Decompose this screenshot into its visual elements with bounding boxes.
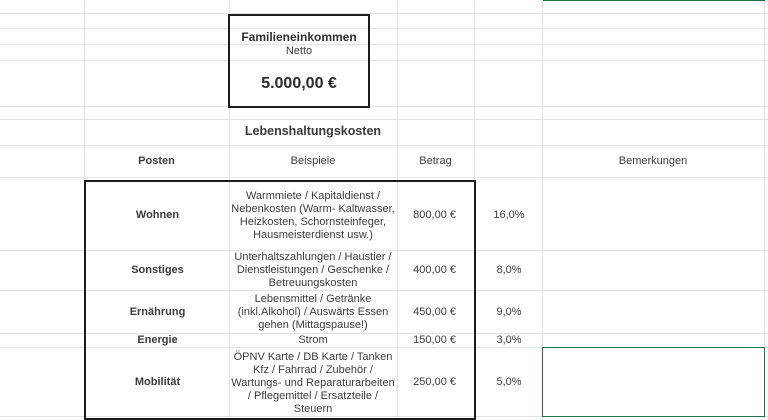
income-amount[interactable]: 5.000,00 €	[261, 74, 337, 92]
row-divider	[0, 13, 768, 14]
header-bemerkungen[interactable]: Bemerkungen	[618, 154, 688, 167]
row-betrag-energie[interactable]: 150,00 €	[413, 334, 456, 346]
row-anteil-wohnen[interactable]: 16,0%	[493, 208, 525, 221]
row-anteil-energie[interactable]: 3,0%	[496, 334, 522, 346]
row-posten-ernaehrung[interactable]: Ernährung	[129, 305, 186, 318]
row-beispiele-ernaehrung[interactable]: Lebensmittel / Getränke (inkl.Alkohol) / Auswärts Essen gehen (Mittagspause!)	[237, 292, 389, 331]
row-anteil-ernaehrung[interactable]: 9,0%	[496, 305, 522, 318]
row-divider	[0, 28, 768, 29]
row-betrag-mobilitaet[interactable]: 250,00 €	[413, 375, 456, 388]
row-beispiele-mobilitaet[interactable]: ÖPNV Karte / DB Karte / Tanken Kfz / Fahrrad / Zubehör / Wartungs- und Reparaturarbeiten / Pflegemittel / Ersatzteile / Steuern	[231, 350, 395, 415]
row-divider	[0, 177, 768, 178]
row-posten-energie[interactable]: Energie	[137, 334, 178, 346]
row-betrag-ernaehrung[interactable]: 450,00 €	[413, 305, 456, 318]
row-anteil-mobilitaet[interactable]: 5,0%	[496, 375, 522, 388]
row-posten-sonstiges[interactable]: Sonstiges	[131, 264, 184, 276]
row-posten-wohnen[interactable]: Wohnen	[135, 208, 180, 221]
row-anteil-sonstiges[interactable]: 8,0%	[496, 264, 522, 276]
row-betrag-wohnen[interactable]: 800,00 €	[413, 208, 456, 221]
header-beispiele[interactable]: Beispiele	[290, 154, 336, 167]
row-posten-mobilitaet[interactable]: Mobilität	[134, 375, 181, 388]
row-beispiele-energie[interactable]: Strom	[298, 334, 328, 346]
selection-edge	[543, 0, 765, 1]
header-posten[interactable]: Posten	[138, 154, 175, 167]
row-beispiele-sonstiges[interactable]: Unterhaltszahlungen / Haustier / Dienstleistungen / Geschenke / Betreuungskosten	[234, 251, 392, 289]
row-beispiele-wohnen[interactable]: Warmmiete / Kapitaldienst / Nebenkosten (Warm- Kaltwasser, Heizkosten, Schornsteinfeger, Hausmeisterdienst usw.)	[231, 190, 395, 241]
income-title[interactable]: Familieneinkommen	[241, 29, 357, 44]
row-divider	[0, 106, 768, 107]
row-betrag-sonstiges[interactable]: 400,00 €	[413, 264, 456, 276]
section-title[interactable]: Lebenshaltungskosten	[244, 123, 382, 138]
row-divider	[0, 145, 768, 146]
income-subtitle[interactable]: Netto	[285, 44, 313, 57]
row-divider	[0, 119, 768, 120]
selected-cell-bemerkungen[interactable]	[542, 347, 765, 417]
row-divider	[0, 44, 768, 45]
row-divider	[0, 60, 768, 61]
header-betrag[interactable]: Betrag	[419, 154, 452, 167]
